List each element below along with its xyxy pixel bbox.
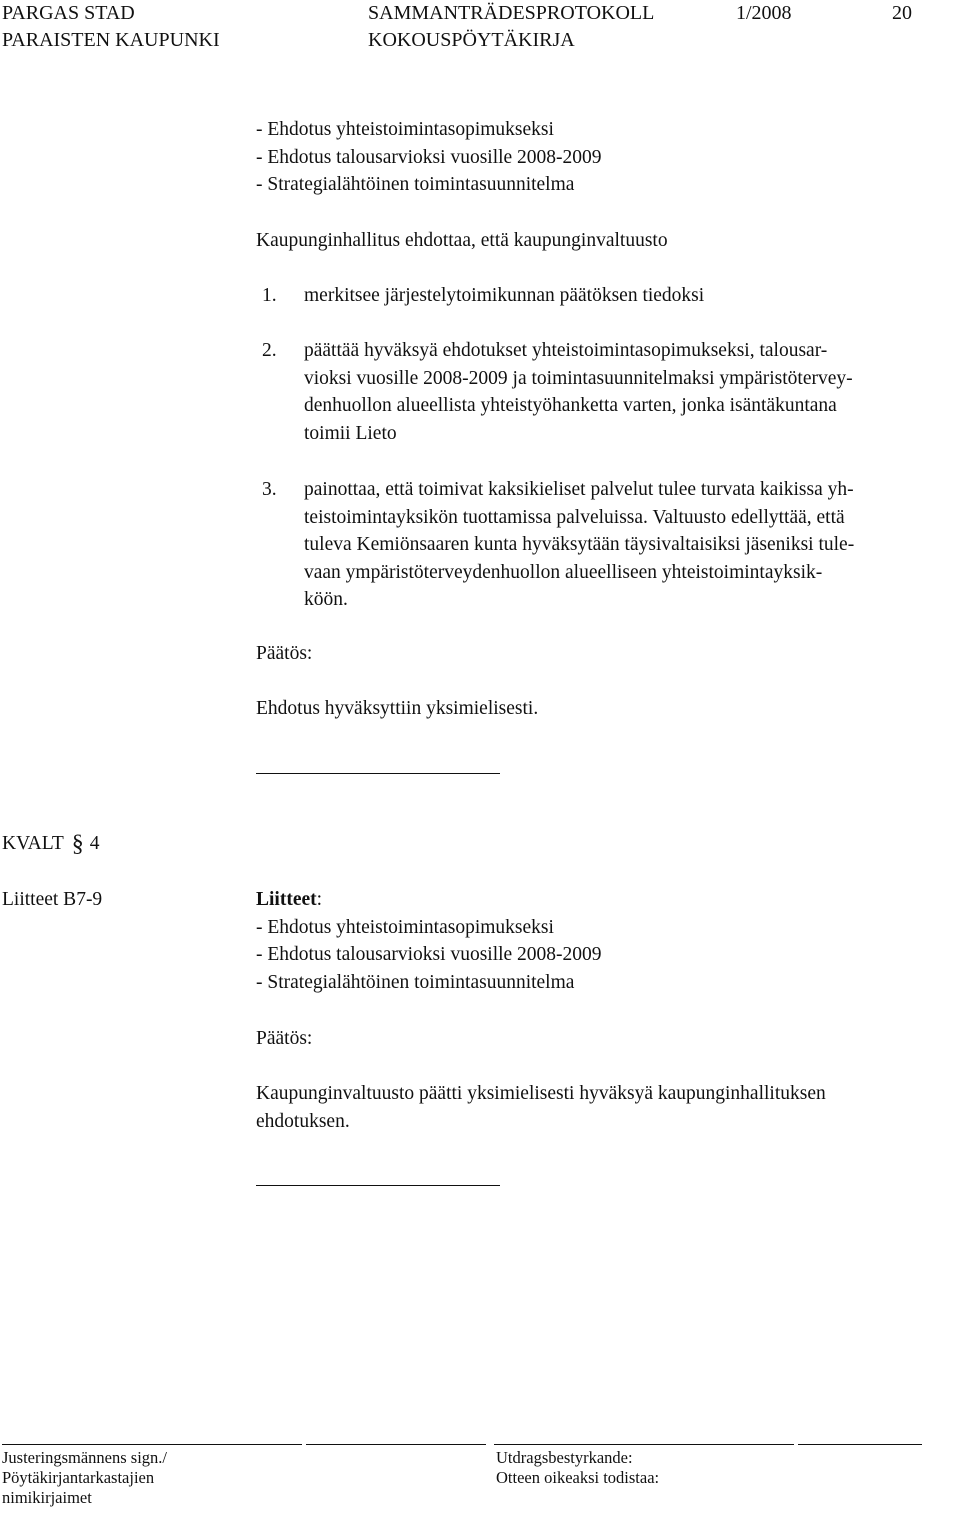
item-text-line: merkitsee järjestelytoimikunnan päätöksen tiedoksi [304,285,705,306]
footer-rule [494,1444,794,1445]
footer-rule [2,1444,302,1445]
decision-text: Ehdotus hyväksyttiin yksimielisesti. [256,698,539,719]
section-divider [256,773,500,774]
item-text-line: toimii Lieto [304,422,397,444]
item-text-line: tuleva Kemiönsaaren kunta hyväksytään täysivaltaisiksi jäseniksi tule- [304,534,855,555]
attachments-side-label: Liitteet B7-9 [2,889,103,910]
attachments-heading-colon: : [316,889,323,910]
section-number: 4 [89,833,100,854]
item-number: 2. [262,340,277,361]
footer-right-line: Utdragsbestyrkande: [496,1448,633,1467]
section-heading [2,830,100,859]
doc-type-finnish: KOKOUSPÖYTÄKIRJA [368,29,575,51]
attachments-block [256,886,956,996]
item-text-line: painottaa, että toimivat kaksikieliset palvelut tulee turvata kaikissa yh- [304,479,854,500]
attachments-heading [256,886,956,914]
proposal-item-1 [262,282,956,310]
attachment-item: - Ehdotus yhteistoimintasopimukseksi [256,119,554,140]
attachment-list [256,116,956,199]
footer-rule [306,1444,486,1445]
attachment-item: - Ehdotus yhteistoimintasopimukseksi [256,916,554,938]
attachment-item: - Ehdotus talousarvioksi vuosille 2008-2009 [256,146,602,168]
item-number: 3. [262,479,277,500]
attachment-item: - Strategialähtöinen toimintasuunnitelma [256,174,575,195]
protocol-number: 1/2008 [736,2,792,24]
decision-text [256,1080,956,1135]
proposal-item-3 [262,476,956,614]
footer-right [496,1448,659,1488]
attachment-item: - Ehdotus talousarvioksi vuosille 2008-2009 [256,944,602,965]
decision-text-line: ehdotuksen. [256,1110,350,1132]
org-name-finnish: PARAISTEN KAUPUNKI [2,29,220,51]
proposal-intro: Kaupunginhallitus ehdottaa, että kaupunginvaltuusto [256,230,668,251]
org-name-swedish: PARGAS STAD [2,2,135,24]
attachments-heading-text: Liitteet [256,889,317,910]
proposal-item-2 [262,337,956,447]
item-text-line: teistoimintayksikön tuottamissa palveluissa. Valtuusto edellyttää, että [304,506,845,528]
item-number: 1. [262,285,277,306]
decision-label: Päätös: [256,1028,313,1049]
footer-rule [798,1444,922,1445]
decision-text-line: Kaupunginvaltuusto päätti yksimielisesti hyväksyä kaupunginhallituksen [256,1083,826,1104]
kvalt-label: KVALT [2,833,64,854]
footer-left-line: nimikirjaimet [2,1488,92,1507]
footer-left-line: Justeringsmännens sign./ [2,1448,167,1467]
item-text-line: vaan ympäristöterveydenhuollon alueelliseen yhteistoimintayksik- [304,561,823,583]
decision-label: Päätös: [256,643,313,664]
item-text-line: vioksi vuosille 2008-2009 ja toimintasuunnitelmaksi ympäristötervey- [304,367,853,389]
doc-type-swedish: SAMMANTRÄDESPROTOKOLL [368,2,655,24]
section-divider [256,1185,500,1186]
page-number: 20 [892,2,912,24]
footer-left [2,1448,167,1508]
item-text-line: päättää hyväksyä ehdotukset yhteistoimintasopimukseksi, talousar- [304,340,828,361]
item-text-line: köön. [304,589,348,610]
footer-left-line: Pöytäkirjantarkastajien [2,1468,155,1487]
item-text-line: denhuollon alueellista yhteistyöhanketta varten, jonka isäntäkuntana [304,395,837,416]
attachment-item: - Strategialähtöinen toimintasuunnitelma [256,971,575,993]
footer-right-line: Otteen oikeaksi todistaa: [496,1468,660,1487]
section-sign-icon: § [71,831,84,857]
